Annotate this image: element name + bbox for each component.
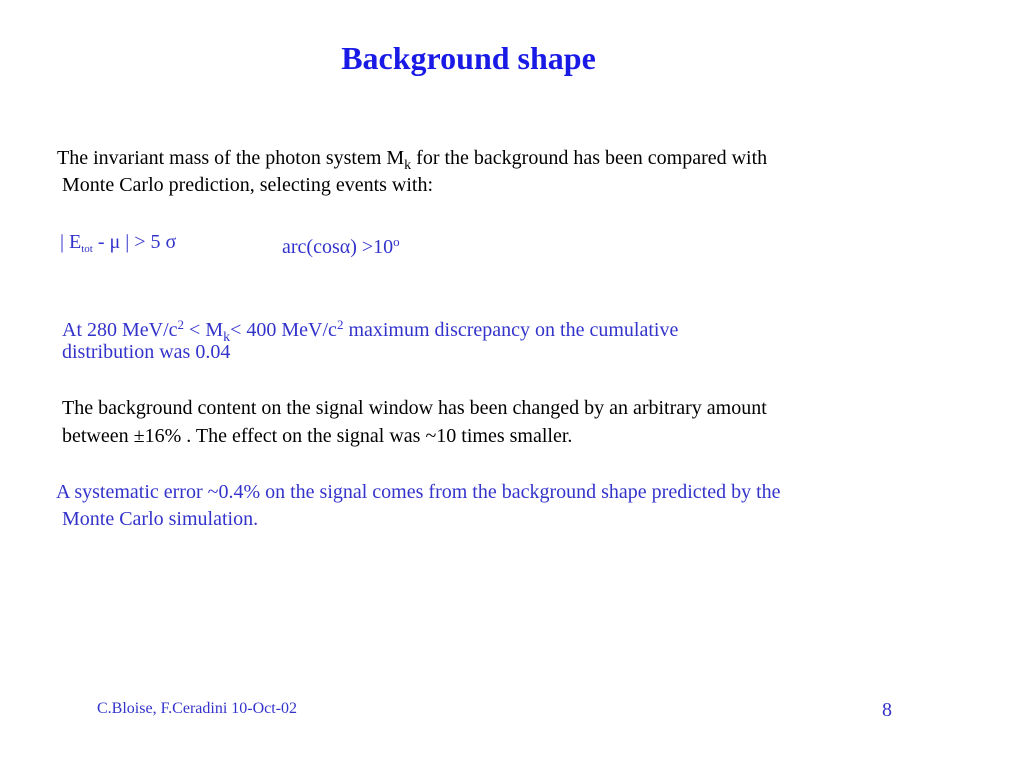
cut-energy	[60, 228, 176, 263]
paragraph-intro-line2: Monte Carlo prediction, selecting events with:	[62, 174, 434, 196]
cut-energy-sub: tot	[81, 243, 93, 255]
paragraph-systematic-line1: A systematic error ~0.4% on the signal comes from the background shape predicted by the	[56, 481, 781, 503]
slide-title: Background shape	[341, 40, 596, 76]
cut-angle-sup: o	[393, 234, 400, 249]
cut-energy-b: - μ | > 5 σ	[92, 231, 177, 253]
cut-angle	[282, 228, 400, 261]
range-sub-k: k	[223, 330, 231, 345]
paragraph-systematic-line2: Monte Carlo simulation.	[62, 508, 259, 530]
intro-text-b: for the background has been compared with	[411, 147, 768, 169]
cut-angle-text: arc(cosα) >10	[282, 236, 394, 258]
cut-energy-a: | E	[60, 231, 82, 253]
paragraph-range-line2: distribution was 0.04	[62, 341, 231, 363]
range-sup-2: 2	[336, 317, 344, 332]
range-sup-1: 2	[177, 317, 185, 332]
range-text-d: maximum discrepancy on the cumulative	[343, 319, 679, 341]
intro-text-a: The invariant mass of the photon system M	[57, 147, 405, 169]
range-text-a: At 280 MeV/c	[62, 319, 178, 341]
range-text-b: < M	[184, 319, 224, 341]
paragraph-variation-line2: between ±16% . The effect on the signal was ~10 times smaller.	[62, 425, 573, 447]
paragraph-variation-line1: The background content on the signal window has been changed by an arbitrary amount	[62, 397, 767, 419]
range-text-c: < 400 MeV/c	[230, 319, 337, 341]
page-number: 8	[882, 699, 892, 721]
intro-sub-k: k	[404, 158, 412, 173]
footer-authors-date: C.Bloise, F.Ceradini 10-Oct-02	[97, 700, 298, 717]
